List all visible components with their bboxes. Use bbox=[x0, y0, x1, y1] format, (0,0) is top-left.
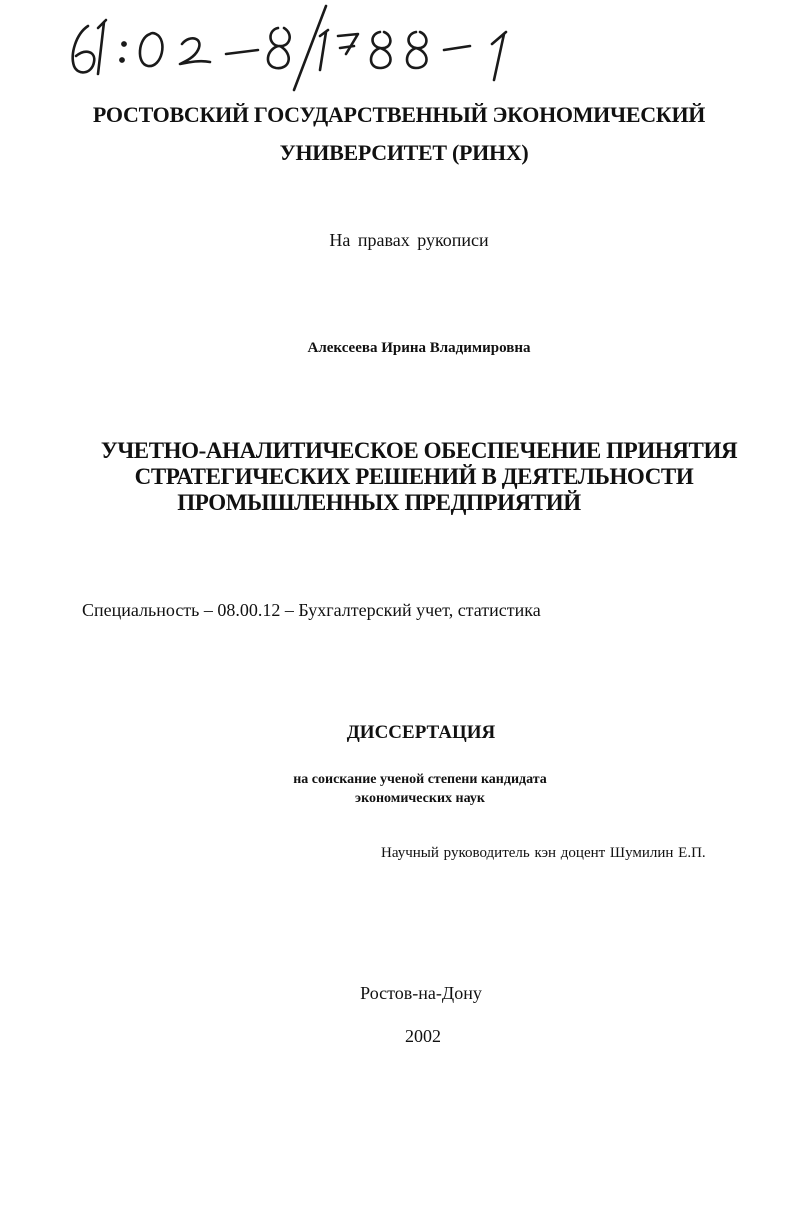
year: 2002 bbox=[405, 1026, 441, 1046]
title-line-3: ПРОМЫШЛЕННЫХ ПРЕДПРИЯТИЙ bbox=[177, 490, 581, 515]
city: Ростов-на-Дону bbox=[360, 983, 482, 1003]
title-line-1: УЧЕТНО-АНАЛИТИЧЕСКОЕ ОБЕСПЕЧЕНИЕ ПРИНЯТИЯ bbox=[100, 438, 738, 463]
scientific-advisor: Научный руководитель кэн доцент Шумилин Е.П. bbox=[381, 845, 706, 861]
university-line-2: УНИВЕРСИТЕТ (РИНХ) bbox=[279, 140, 529, 165]
title-line-2: СТРАТЕГИЧЕСКИХ РЕШЕНИЙ В ДЕЯТЕЛЬНОСТИ bbox=[134, 464, 694, 489]
specialty: Специальность – 08.00.12 – Бухгалтерский учет, статистика bbox=[82, 600, 541, 620]
handwritten-archive-code bbox=[58, 4, 538, 92]
degree-line-1: на соискание ученой степени кандидата bbox=[293, 772, 547, 787]
degree-description bbox=[0, 770, 798, 808]
author-name: Алексеева Ирина Владимировна bbox=[307, 340, 531, 356]
degree-line-2: экономических наук bbox=[355, 791, 485, 806]
university-name bbox=[0, 96, 798, 172]
manuscript-note: На правах рукописи bbox=[329, 230, 489, 250]
dissertation-title bbox=[0, 438, 798, 516]
document-type: ДИССЕРТАЦИЯ bbox=[346, 722, 496, 743]
university-line-1: РОСТОВСКИЙ ГОСУДАРСТВЕННЫЙ ЭКОНОМИЧЕСКИЙ bbox=[92, 102, 706, 127]
